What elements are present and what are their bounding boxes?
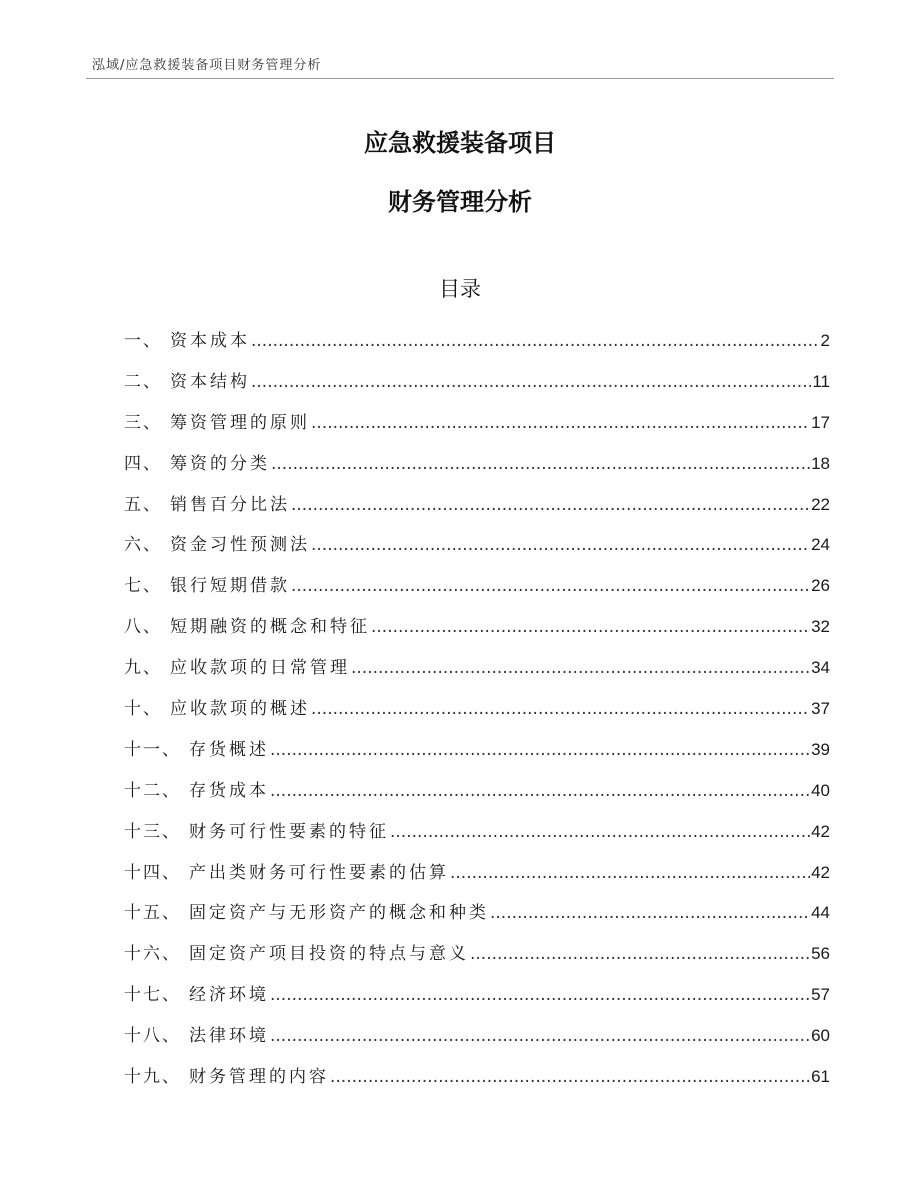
toc-entry-page-number: 37	[811, 699, 830, 719]
toc-entry-leader-dots	[330, 1057, 810, 1097]
toc-heading: 目录	[439, 277, 481, 301]
toc-entry-leader-dots	[490, 893, 810, 933]
toc-entry-leader-dots	[311, 689, 810, 729]
toc-entry[interactable]	[124, 607, 830, 648]
toc-entry-number: 十五	[124, 903, 162, 924]
toc-entry-page-number: 24	[811, 535, 830, 555]
toc-entry-separator: 、	[143, 331, 160, 351]
toc-entry-number: 九	[124, 658, 143, 679]
toc-entry-number: 十一	[124, 739, 162, 760]
document-title-line-2: 财务管理分析	[388, 188, 532, 216]
toc-entry-number: 十四	[124, 862, 162, 883]
toc-entry-leader-dots	[251, 321, 820, 361]
toc-entry-title: 固定资产项目投资的特点与意义	[189, 944, 469, 965]
toc-entry-separator: 、	[143, 699, 160, 720]
toc-entry-page-number: 39	[811, 739, 830, 759]
toc-entry[interactable]	[124, 1057, 830, 1098]
toc-entry-separator: 、	[143, 617, 160, 638]
toc-entry-page-number: 42	[811, 862, 830, 882]
toc-entry-separator: 、	[162, 1067, 179, 1088]
toc-entry-leader-dots	[311, 525, 810, 565]
toc-entry[interactable]	[124, 893, 830, 934]
toc-entry-number: 八	[124, 617, 143, 638]
toc-entry-separator: 、	[162, 821, 179, 842]
toc-entry-separator: 、	[162, 862, 179, 883]
toc-entry-title: 筹资的分类	[170, 453, 270, 474]
toc-entry-number: 十九	[124, 1067, 162, 1088]
toc-entry-number: 十八	[124, 1026, 162, 1047]
toc-entry-leader-dots	[390, 812, 810, 852]
toc-entry-number: 十二	[124, 780, 162, 801]
toc-entry-leader-dots	[270, 771, 810, 811]
toc-entry-title: 法律环境	[189, 1026, 269, 1047]
toc-entry-title: 产出类财务可行性要素的估算	[189, 862, 449, 883]
toc-entry-page-number: 57	[811, 985, 830, 1005]
toc-entry-page-number: 56	[811, 944, 830, 964]
toc-entry-number: 五	[124, 494, 143, 515]
toc-entry[interactable]	[124, 934, 830, 975]
toc-entry-separator: 、	[162, 903, 179, 924]
toc-entry-separator: 、	[162, 985, 179, 1006]
toc-entry-title: 财务可行性要素的特征	[189, 821, 389, 842]
toc-entry-title: 固定资产与无形资产的概念和种类	[189, 903, 489, 924]
toc-entry-page-number: 42	[811, 821, 830, 841]
toc-entry[interactable]	[124, 648, 830, 689]
toc-entry-number: 七	[124, 576, 143, 597]
toc-entry-leader-dots	[270, 975, 810, 1015]
toc-entry-page-number: 40	[811, 780, 830, 800]
toc-entry-page-number: 60	[811, 1026, 830, 1046]
toc-entry-separator: 、	[162, 1026, 179, 1047]
toc-entry-number: 四	[124, 453, 143, 474]
toc-entry-leader-dots	[351, 648, 810, 688]
toc-entry[interactable]	[124, 566, 830, 607]
toc-entry-title: 资本结构	[170, 371, 250, 392]
toc-entry-title: 资本成本	[170, 331, 250, 351]
toc-entry-title: 银行短期借款	[170, 576, 290, 597]
toc-entry-leader-dots	[291, 566, 810, 606]
toc-entry-page-number: 61	[811, 1067, 830, 1087]
toc-entry[interactable]	[124, 1016, 830, 1057]
toc-entry-title: 应收款项的概述	[170, 699, 310, 720]
toc-entry-separator: 、	[162, 944, 179, 965]
toc-entry-title: 存货概述	[189, 739, 269, 760]
toc-entry-separator: 、	[143, 658, 160, 679]
toc-entry-leader-dots	[371, 607, 810, 647]
toc-entry-number: 六	[124, 535, 143, 556]
toc-entry-page-number: 22	[811, 494, 830, 514]
running-header: 泓域/应急救援装备项目财务管理分析	[92, 58, 322, 73]
toc-entry-number: 二	[124, 371, 143, 392]
toc-entry-title: 经济环境	[189, 985, 269, 1006]
toc-entry-title: 资金习性预测法	[170, 535, 310, 556]
toc-entry-page-number: 11	[812, 371, 830, 391]
toc-entry-number: 一	[124, 331, 143, 351]
toc-entry[interactable]	[124, 771, 830, 812]
toc-entry-title: 存货成本	[189, 780, 269, 801]
toc-entry-leader-dots	[251, 362, 811, 402]
toc-entry[interactable]	[124, 730, 830, 771]
toc-entry-leader-dots	[311, 403, 810, 443]
toc-entry-title: 财务管理的内容	[189, 1067, 329, 1088]
toc-entry-page-number: 34	[811, 658, 830, 678]
toc-entry-separator: 、	[143, 535, 160, 556]
toc-entry-leader-dots	[270, 1016, 810, 1056]
toc-entry[interactable]	[124, 362, 830, 403]
toc-entry-page-number: 44	[811, 903, 830, 923]
toc-entry[interactable]	[124, 403, 830, 444]
toc-entry-separator: 、	[162, 739, 179, 760]
toc-entry[interactable]	[124, 525, 830, 566]
toc-entry-separator: 、	[143, 576, 160, 597]
toc-entry-page-number: 18	[811, 453, 830, 473]
toc-entry-separator: 、	[143, 494, 160, 515]
toc-entry-leader-dots	[470, 934, 810, 974]
table-of-contents	[124, 321, 830, 1098]
toc-entry-title: 应收款项的日常管理	[170, 658, 350, 679]
toc-entry-leader-dots	[271, 444, 810, 484]
toc-entry-leader-dots	[291, 485, 810, 525]
toc-entry-separator: 、	[162, 780, 179, 801]
toc-entry-leader-dots	[270, 730, 810, 770]
toc-entry-page-number: 32	[811, 617, 830, 637]
toc-entry-title: 销售百分比法	[170, 494, 290, 515]
toc-entry[interactable]	[124, 485, 830, 526]
toc-entry-title: 短期融资的概念和特征	[170, 617, 370, 638]
header-divider	[86, 78, 834, 79]
toc-entry-leader-dots	[450, 853, 810, 893]
toc-entry-number: 十七	[124, 985, 162, 1006]
toc-entry-separator: 、	[143, 453, 160, 474]
toc-entry-page-number: 2	[820, 331, 830, 350]
toc-entry-number: 十三	[124, 821, 162, 842]
document-title-line-1: 应急救援装备项目	[364, 129, 556, 157]
toc-entry-page-number: 17	[811, 412, 830, 432]
toc-entry-number: 十	[124, 699, 143, 720]
toc-entry-separator: 、	[143, 371, 160, 392]
toc-entry[interactable]	[124, 812, 830, 853]
toc-entry[interactable]	[124, 444, 830, 485]
toc-entry-title: 筹资管理的原则	[170, 412, 310, 433]
toc-entry-page-number: 26	[811, 576, 830, 596]
toc-entry-number: 十六	[124, 944, 162, 965]
toc-entry[interactable]	[124, 689, 830, 730]
toc-entry-separator: 、	[143, 412, 160, 433]
toc-entry[interactable]	[124, 853, 830, 894]
toc-entry[interactable]	[124, 321, 830, 362]
toc-entry-number: 三	[124, 412, 143, 433]
toc-entry[interactable]	[124, 975, 830, 1016]
